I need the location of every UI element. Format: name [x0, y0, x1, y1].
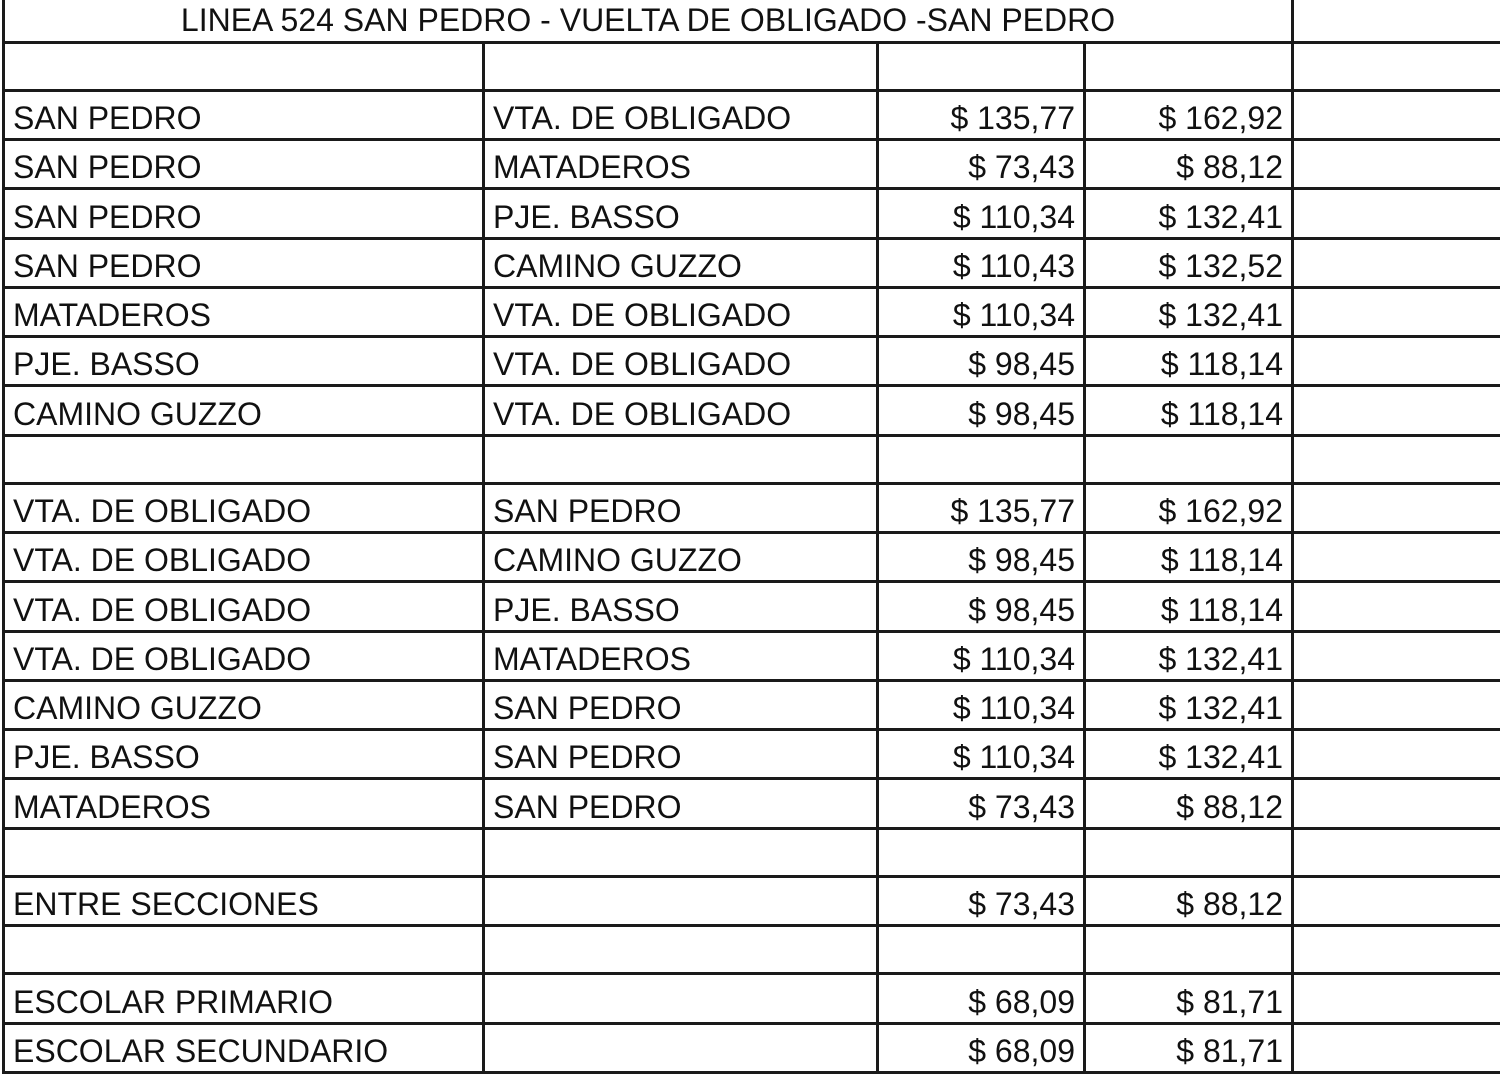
empty-cell — [1293, 287, 1500, 336]
fare-row — [4, 631, 1500, 680]
blank-row — [4, 435, 1500, 483]
empty-cell — [1293, 140, 1500, 189]
fare-row — [4, 483, 1500, 532]
fare-cell: $ 98,45 — [878, 386, 1085, 435]
fare-row — [4, 582, 1500, 631]
empty-cell — [1085, 828, 1293, 876]
empty-cell — [878, 435, 1085, 483]
destination-cell: VTA. DE OBLIGADO — [484, 287, 878, 336]
fare-cell: $ 110,34 — [878, 287, 1085, 336]
fare-cell-2: $ 118,14 — [1085, 337, 1293, 386]
empty-cell — [4, 42, 484, 90]
fare-table-body — [4, 0, 1500, 1073]
empty-cell — [1293, 189, 1500, 238]
fare-cell-2: $ 118,14 — [1085, 533, 1293, 582]
origin-cell: SAN PEDRO — [4, 189, 484, 238]
fare-cell: $ 110,34 — [878, 631, 1085, 680]
empty-cell — [4, 926, 484, 974]
destination-cell — [484, 1023, 878, 1072]
origin-cell: VTA. DE OBLIGADO — [4, 483, 484, 532]
origin-cell: SAN PEDRO — [4, 90, 484, 139]
empty-cell — [1293, 90, 1500, 139]
fare-row — [4, 1023, 1500, 1072]
blank-row — [4, 828, 1500, 876]
empty-cell — [1293, 680, 1500, 729]
sheet-title: LINEA 524 SAN PEDRO - VUELTA DE OBLIGADO -SAN PEDRO — [4, 0, 1293, 42]
fare-cell: $ 98,45 — [878, 582, 1085, 631]
origin-cell: CAMINO GUZZO — [4, 386, 484, 435]
empty-cell — [1293, 876, 1500, 925]
origin-cell: VTA. DE OBLIGADO — [4, 582, 484, 631]
empty-cell — [1085, 926, 1293, 974]
fare-cell-2: $ 132,41 — [1085, 189, 1293, 238]
origin-cell: VTA. DE OBLIGADO — [4, 533, 484, 582]
fare-cell-2: $ 81,71 — [1085, 974, 1293, 1023]
empty-cell — [484, 828, 878, 876]
fare-cell-2: $ 132,41 — [1085, 631, 1293, 680]
fare-cell-2: $ 81,71 — [1085, 1023, 1293, 1072]
fare-row — [4, 876, 1500, 925]
fare-cell-2: $ 132,52 — [1085, 238, 1293, 287]
destination-cell: MATADEROS — [484, 631, 878, 680]
empty-cell — [484, 926, 878, 974]
origin-cell: SAN PEDRO — [4, 140, 484, 189]
destination-cell: SAN PEDRO — [484, 483, 878, 532]
origin-cell: ESCOLAR SECUNDARIO — [4, 1023, 484, 1072]
empty-cell — [878, 828, 1085, 876]
destination-cell: VTA. DE OBLIGADO — [484, 386, 878, 435]
origin-cell: SAN PEDRO — [4, 238, 484, 287]
fare-row — [4, 140, 1500, 189]
empty-cell — [484, 42, 878, 90]
empty-cell — [1293, 631, 1500, 680]
fare-cell-2: $ 118,14 — [1085, 386, 1293, 435]
fare-cell: $ 110,34 — [878, 680, 1085, 729]
fare-row — [4, 730, 1500, 779]
empty-cell — [4, 828, 484, 876]
fare-cell: $ 110,43 — [878, 238, 1085, 287]
fare-row — [4, 533, 1500, 582]
destination-cell — [484, 876, 878, 925]
destination-cell: MATADEROS — [484, 140, 878, 189]
empty-cell — [4, 435, 484, 483]
fare-cell-2: $ 118,14 — [1085, 582, 1293, 631]
fare-row — [4, 189, 1500, 238]
fare-cell-2: $ 88,12 — [1085, 779, 1293, 828]
fare-cell-2: $ 162,92 — [1085, 90, 1293, 139]
fare-cell: $ 73,43 — [878, 140, 1085, 189]
fare-row — [4, 779, 1500, 828]
empty-cell — [1085, 42, 1293, 90]
empty-cell — [1293, 533, 1500, 582]
fare-cell: $ 68,09 — [878, 1023, 1085, 1072]
origin-cell: VTA. DE OBLIGADO — [4, 631, 484, 680]
destination-cell: PJE. BASSO — [484, 189, 878, 238]
empty-cell — [1293, 435, 1500, 483]
fare-row — [4, 337, 1500, 386]
fare-row — [4, 90, 1500, 139]
fare-cell: $ 73,43 — [878, 779, 1085, 828]
title-row — [4, 0, 1500, 42]
fare-row — [4, 974, 1500, 1023]
fare-cell-2: $ 88,12 — [1085, 140, 1293, 189]
empty-cell — [1293, 926, 1500, 974]
empty-cell — [1085, 435, 1293, 483]
origin-cell: PJE. BASSO — [4, 337, 484, 386]
destination-cell: SAN PEDRO — [484, 779, 878, 828]
empty-cell — [878, 926, 1085, 974]
origin-cell: ESCOLAR PRIMARIO — [4, 974, 484, 1023]
empty-cell — [1293, 779, 1500, 828]
fare-cell: $ 110,34 — [878, 730, 1085, 779]
destination-cell: VTA. DE OBLIGADO — [484, 337, 878, 386]
fare-cell-2: $ 132,41 — [1085, 680, 1293, 729]
empty-cell — [1293, 42, 1500, 90]
destination-cell — [484, 974, 878, 1023]
blank-row — [4, 926, 1500, 974]
fare-table — [2, 0, 1500, 1074]
empty-cell — [1293, 0, 1500, 42]
fare-row — [4, 287, 1500, 336]
fare-row — [4, 386, 1500, 435]
blank-row — [4, 42, 1500, 90]
destination-cell: VTA. DE OBLIGADO — [484, 90, 878, 139]
fare-cell-2: $ 162,92 — [1085, 483, 1293, 532]
empty-cell — [1293, 483, 1500, 532]
origin-cell: MATADEROS — [4, 287, 484, 336]
destination-cell: PJE. BASSO — [484, 582, 878, 631]
destination-cell: CAMINO GUZZO — [484, 238, 878, 287]
empty-cell — [1293, 582, 1500, 631]
fare-cell: $ 135,77 — [878, 483, 1085, 532]
empty-cell — [1293, 238, 1500, 287]
origin-cell: ENTRE SECCIONES — [4, 876, 484, 925]
fare-cell: $ 135,77 — [878, 90, 1085, 139]
destination-cell: SAN PEDRO — [484, 730, 878, 779]
fare-row — [4, 680, 1500, 729]
fare-cell: $ 98,45 — [878, 337, 1085, 386]
fare-cell-2: $ 132,41 — [1085, 287, 1293, 336]
empty-cell — [878, 42, 1085, 90]
empty-cell — [1293, 386, 1500, 435]
empty-cell — [1293, 1023, 1500, 1072]
destination-cell: SAN PEDRO — [484, 680, 878, 729]
fare-cell: $ 98,45 — [878, 533, 1085, 582]
empty-cell — [1293, 828, 1500, 876]
empty-cell — [1293, 974, 1500, 1023]
origin-cell: MATADEROS — [4, 779, 484, 828]
origin-cell: CAMINO GUZZO — [4, 680, 484, 729]
fare-cell: $ 110,34 — [878, 189, 1085, 238]
fare-cell: $ 68,09 — [878, 974, 1085, 1023]
fare-cell-2: $ 132,41 — [1085, 730, 1293, 779]
destination-cell: CAMINO GUZZO — [484, 533, 878, 582]
empty-cell — [1293, 730, 1500, 779]
empty-cell — [1293, 337, 1500, 386]
origin-cell: PJE. BASSO — [4, 730, 484, 779]
fare-cell-2: $ 88,12 — [1085, 876, 1293, 925]
fare-cell: $ 73,43 — [878, 876, 1085, 925]
fare-row — [4, 238, 1500, 287]
empty-cell — [484, 435, 878, 483]
